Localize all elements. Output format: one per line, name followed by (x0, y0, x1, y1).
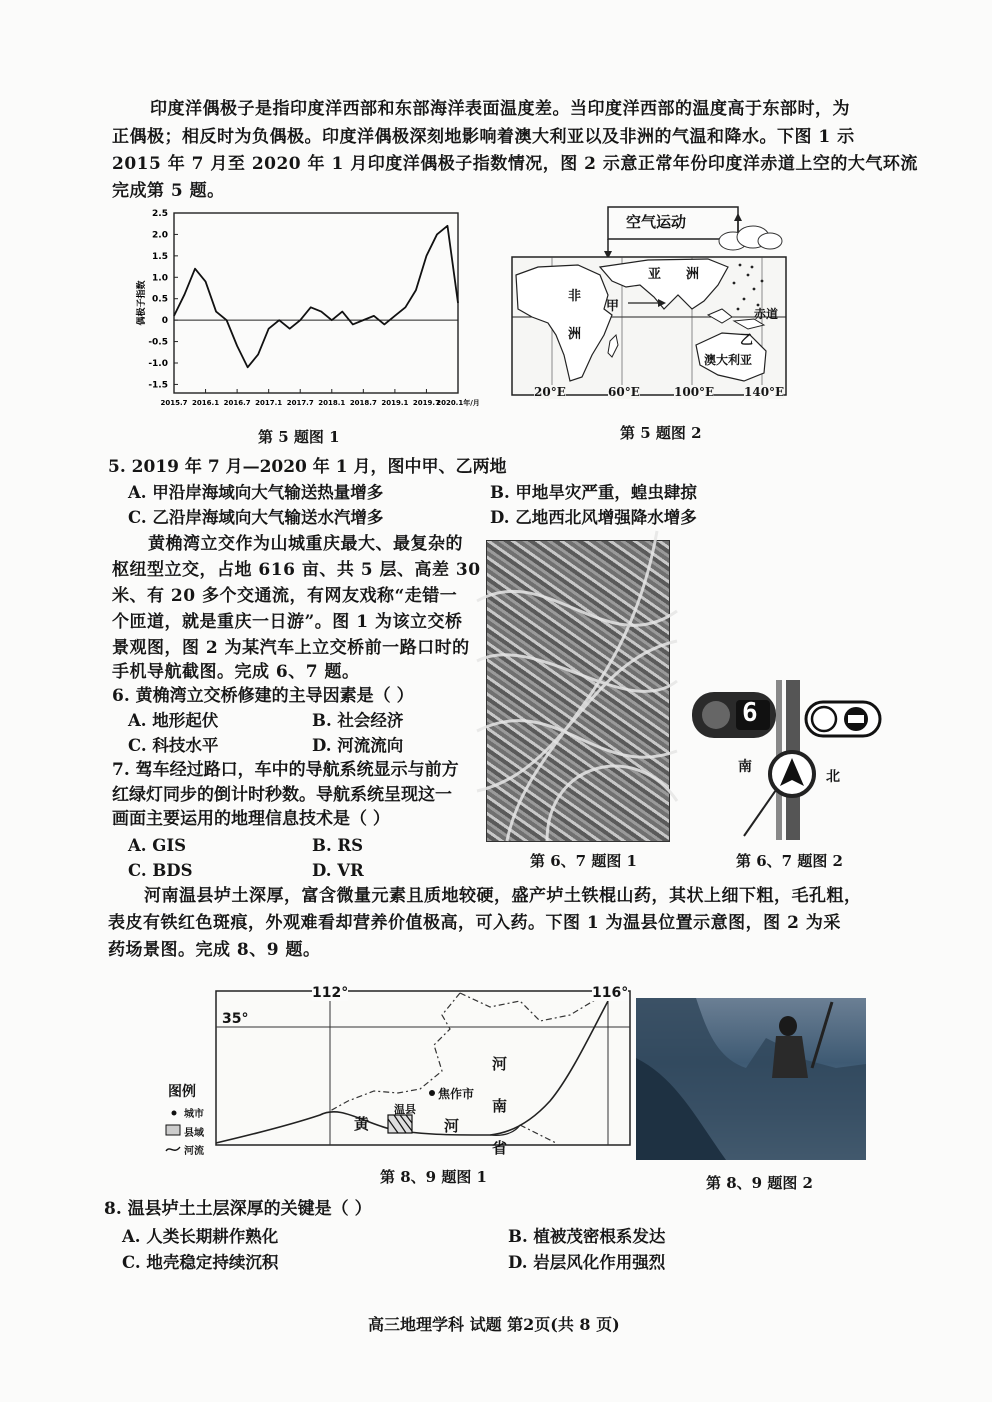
intro2-line-6: 手机导航截图。完成 6、7 题。 (112, 662, 360, 682)
q6-option-d[interactable]: D. 河流流向 (312, 736, 404, 755)
intro3-line-3: 药场景图。完成 8、9 题。 (108, 940, 321, 960)
fig5-2-caption: 第 5 题图 2 (620, 424, 702, 442)
y-tick-label: -0.5 (148, 337, 168, 348)
fig89-2-caption: 第 8、9 题图 2 (706, 1174, 813, 1192)
prov-sheng: 省 (492, 1139, 508, 1157)
lon-112: 112° (312, 985, 349, 1001)
digging-scene (636, 998, 866, 1160)
intro-line-4: 完成第 5 题。 (112, 181, 225, 201)
label-yi: 乙 (740, 333, 754, 348)
river-label-huang: 黄 (354, 1115, 370, 1133)
y-axis-label: 偶极子指数 (137, 280, 147, 326)
nav-graphic (690, 680, 890, 840)
label-ya: 亚 (648, 267, 662, 282)
intro3-line-1: 河南温县垆土深厚，富含微量元素且质地较硬，盛产垆土铁棍山药，其状上细下粗，毛孔粗， (144, 886, 862, 906)
q8-option-d[interactable]: D. 岩层风化作用强烈 (508, 1253, 666, 1272)
q7-option-c[interactable]: C. BDS (128, 861, 193, 880)
intro-line-1: 印度洋偶极子是指印度洋西部和东部海洋表面温度差。当印度洋西部的温度高于东部时，为 (150, 99, 850, 119)
navigation-screenshot (690, 680, 890, 840)
legend-city: 城市 (184, 1109, 204, 1120)
fig5-1-caption: 第 5 题图 1 (258, 428, 340, 446)
page-footer: 高三地理学科 试题 第2页(共 8 页) (368, 1315, 620, 1334)
interchange-ramps (487, 541, 669, 841)
river-label-he: 河 (444, 1117, 460, 1135)
y-tick-label: 1.5 (152, 251, 168, 262)
intro2-line-4: 个匝道，就是重庆一日游”。图 1 为该立交桥 (112, 612, 463, 632)
fig5-2-map (508, 205, 790, 400)
intro2-line-3: 米、有 20 多个交通流，有网友戏称“走错一 (112, 586, 458, 606)
label-zhou-asia: 洲 (686, 267, 700, 282)
label-australia: 澳大利亚 (704, 353, 753, 367)
q6-option-a[interactable]: A. 地形起伏 (128, 711, 219, 730)
x-tick-label: 2016.7 (223, 399, 251, 407)
x-tick-label: 2017.1 (255, 399, 283, 407)
city-jiaozuo: 焦作市 (438, 1087, 475, 1101)
y-tick-label: -1.0 (148, 359, 168, 369)
lon-116: 116° (592, 985, 629, 1001)
label-zhou-africa: 洲 (568, 327, 582, 342)
lon-20: 20°E (534, 385, 566, 399)
q7-stem-line-2: 红绿灯同步的倒计时秒数。导航系统呈现这一 (112, 785, 452, 805)
county-wenxian: 温县 (394, 1103, 416, 1116)
y-tick-label: 0.5 (152, 294, 168, 305)
lon-140: 140°E (744, 385, 785, 399)
prov-nan: 南 (492, 1097, 508, 1115)
lon-100: 100°E (674, 385, 715, 399)
label-fei: 非 (568, 289, 582, 304)
wenxian-location-map (160, 985, 636, 1161)
intro-line-3: 2015 年 7 月至 2020 年 1 月印度洋偶极子指数情况，图 2 示意正常年份印度洋赤道上空的大气环流 (112, 154, 918, 174)
legend-county: 县域 (184, 1128, 204, 1139)
q7-option-d[interactable]: D. VR (312, 861, 364, 880)
q7-stem-line-3: 画面主要运用的地理信息技术是（ ） (112, 809, 390, 829)
interchange-photo (486, 540, 670, 842)
nav-south: 南 (738, 759, 752, 775)
y-tick-label: -1.5 (148, 380, 168, 391)
y-tick-label: 1.0 (152, 273, 168, 284)
plot-frame (174, 213, 458, 393)
iod-line-chart (128, 205, 480, 420)
lon-60: 60°E (608, 385, 640, 399)
q6-option-b[interactable]: B. 社会经济 (312, 711, 404, 730)
q6-option-c[interactable]: C. 科技水平 (128, 736, 219, 755)
x-tick-label: 2019.1 (381, 399, 409, 407)
legend-title: 图例 (168, 1084, 196, 1100)
intro2-line-1: 黄桷湾立交作为山城重庆最大、最复杂的 (148, 534, 463, 554)
fig67-caption-1: 第 6、7 题图 1 (530, 852, 637, 870)
fig5-1-chart (128, 205, 480, 420)
x-tick-label: 2017.7 (286, 399, 314, 407)
q8-option-b[interactable]: B. 植被茂密根系发达 (508, 1227, 666, 1246)
q5-option-d[interactable]: D. 乙地西北风增强降水增多 (490, 508, 697, 527)
digging-scene-photo (636, 998, 866, 1160)
q8-stem: 8. 温县垆土土层深厚的关键是（ ） (104, 1199, 372, 1219)
q7-stem-line-1: 7. 驾车经过路口，车中的导航系统显示与前方 (112, 760, 459, 780)
label-jia: 甲 (606, 299, 620, 314)
q5-stem: 5. 2019 年 7 月—2020 年 1 月，图中甲、乙两地 (108, 457, 507, 477)
y-tick-label: 2.5 (152, 209, 168, 219)
fig67-caption-2: 第 6、7 题图 2 (736, 852, 843, 870)
x-tick-label: 2020.1年/月 (436, 399, 480, 407)
air-motion-label: 空气运动 (626, 213, 687, 231)
q8-option-a[interactable]: A. 人类长期耕作熟化 (122, 1227, 279, 1246)
q5-option-c[interactable]: C. 乙沿岸海域向大气输送水汽增多 (128, 508, 384, 527)
label-equator: 赤道 (754, 307, 779, 321)
nav-north: 北 (826, 769, 840, 785)
y-tick-label: 2.0 (152, 230, 168, 241)
x-tick-label: 2019.7 (412, 399, 440, 407)
q7-option-a[interactable]: A. GIS (128, 836, 187, 855)
q8-option-c[interactable]: C. 地壳稳定持续沉积 (122, 1253, 279, 1272)
prov-he: 河 (492, 1055, 508, 1073)
q5-option-a[interactable]: A. 甲沿岸海域向大气输送热量增多 (128, 483, 384, 502)
legend-river: 河流 (184, 1146, 204, 1157)
lat-35: 35° (222, 1011, 249, 1027)
countdown-seconds: 6 (742, 698, 758, 728)
x-tick-label: 2016.1 (192, 399, 220, 407)
indian-ocean-map (508, 205, 790, 400)
q7-option-b[interactable]: B. RS (312, 836, 364, 855)
x-tick-label: 2018.7 (349, 399, 377, 407)
intro2-line-2: 枢纽型立交，占地 616 亩、共 5 层、高差 30 (112, 560, 481, 580)
x-tick-label: 2015.7 (160, 399, 188, 407)
q5-option-b[interactable]: B. 甲地旱灾严重，蝗虫肆掠 (490, 483, 697, 502)
intro-line-2: 正偶极；相反时为负偶极。印度洋偶极深刻地影响着澳大利亚以及非洲的气温和降水。下图 1 示 (112, 127, 855, 147)
x-tick-label: 2018.1 (318, 399, 346, 407)
y-tick-label: 0 (161, 316, 168, 327)
intro3-line-2: 表皮有铁红色斑痕，外观难看却营养价值极高，可入药。下图 1 为温县位置示意图，图 2 为采 (108, 913, 841, 933)
intro2-line-5: 景观图，图 2 为某汽车上立交桥前一路口时的 (112, 638, 470, 658)
q6-stem: 6. 黄桷湾立交桥修建的主导因素是（ ） (112, 686, 414, 706)
fig89-1-caption: 第 8、9 题图 1 (380, 1168, 487, 1186)
